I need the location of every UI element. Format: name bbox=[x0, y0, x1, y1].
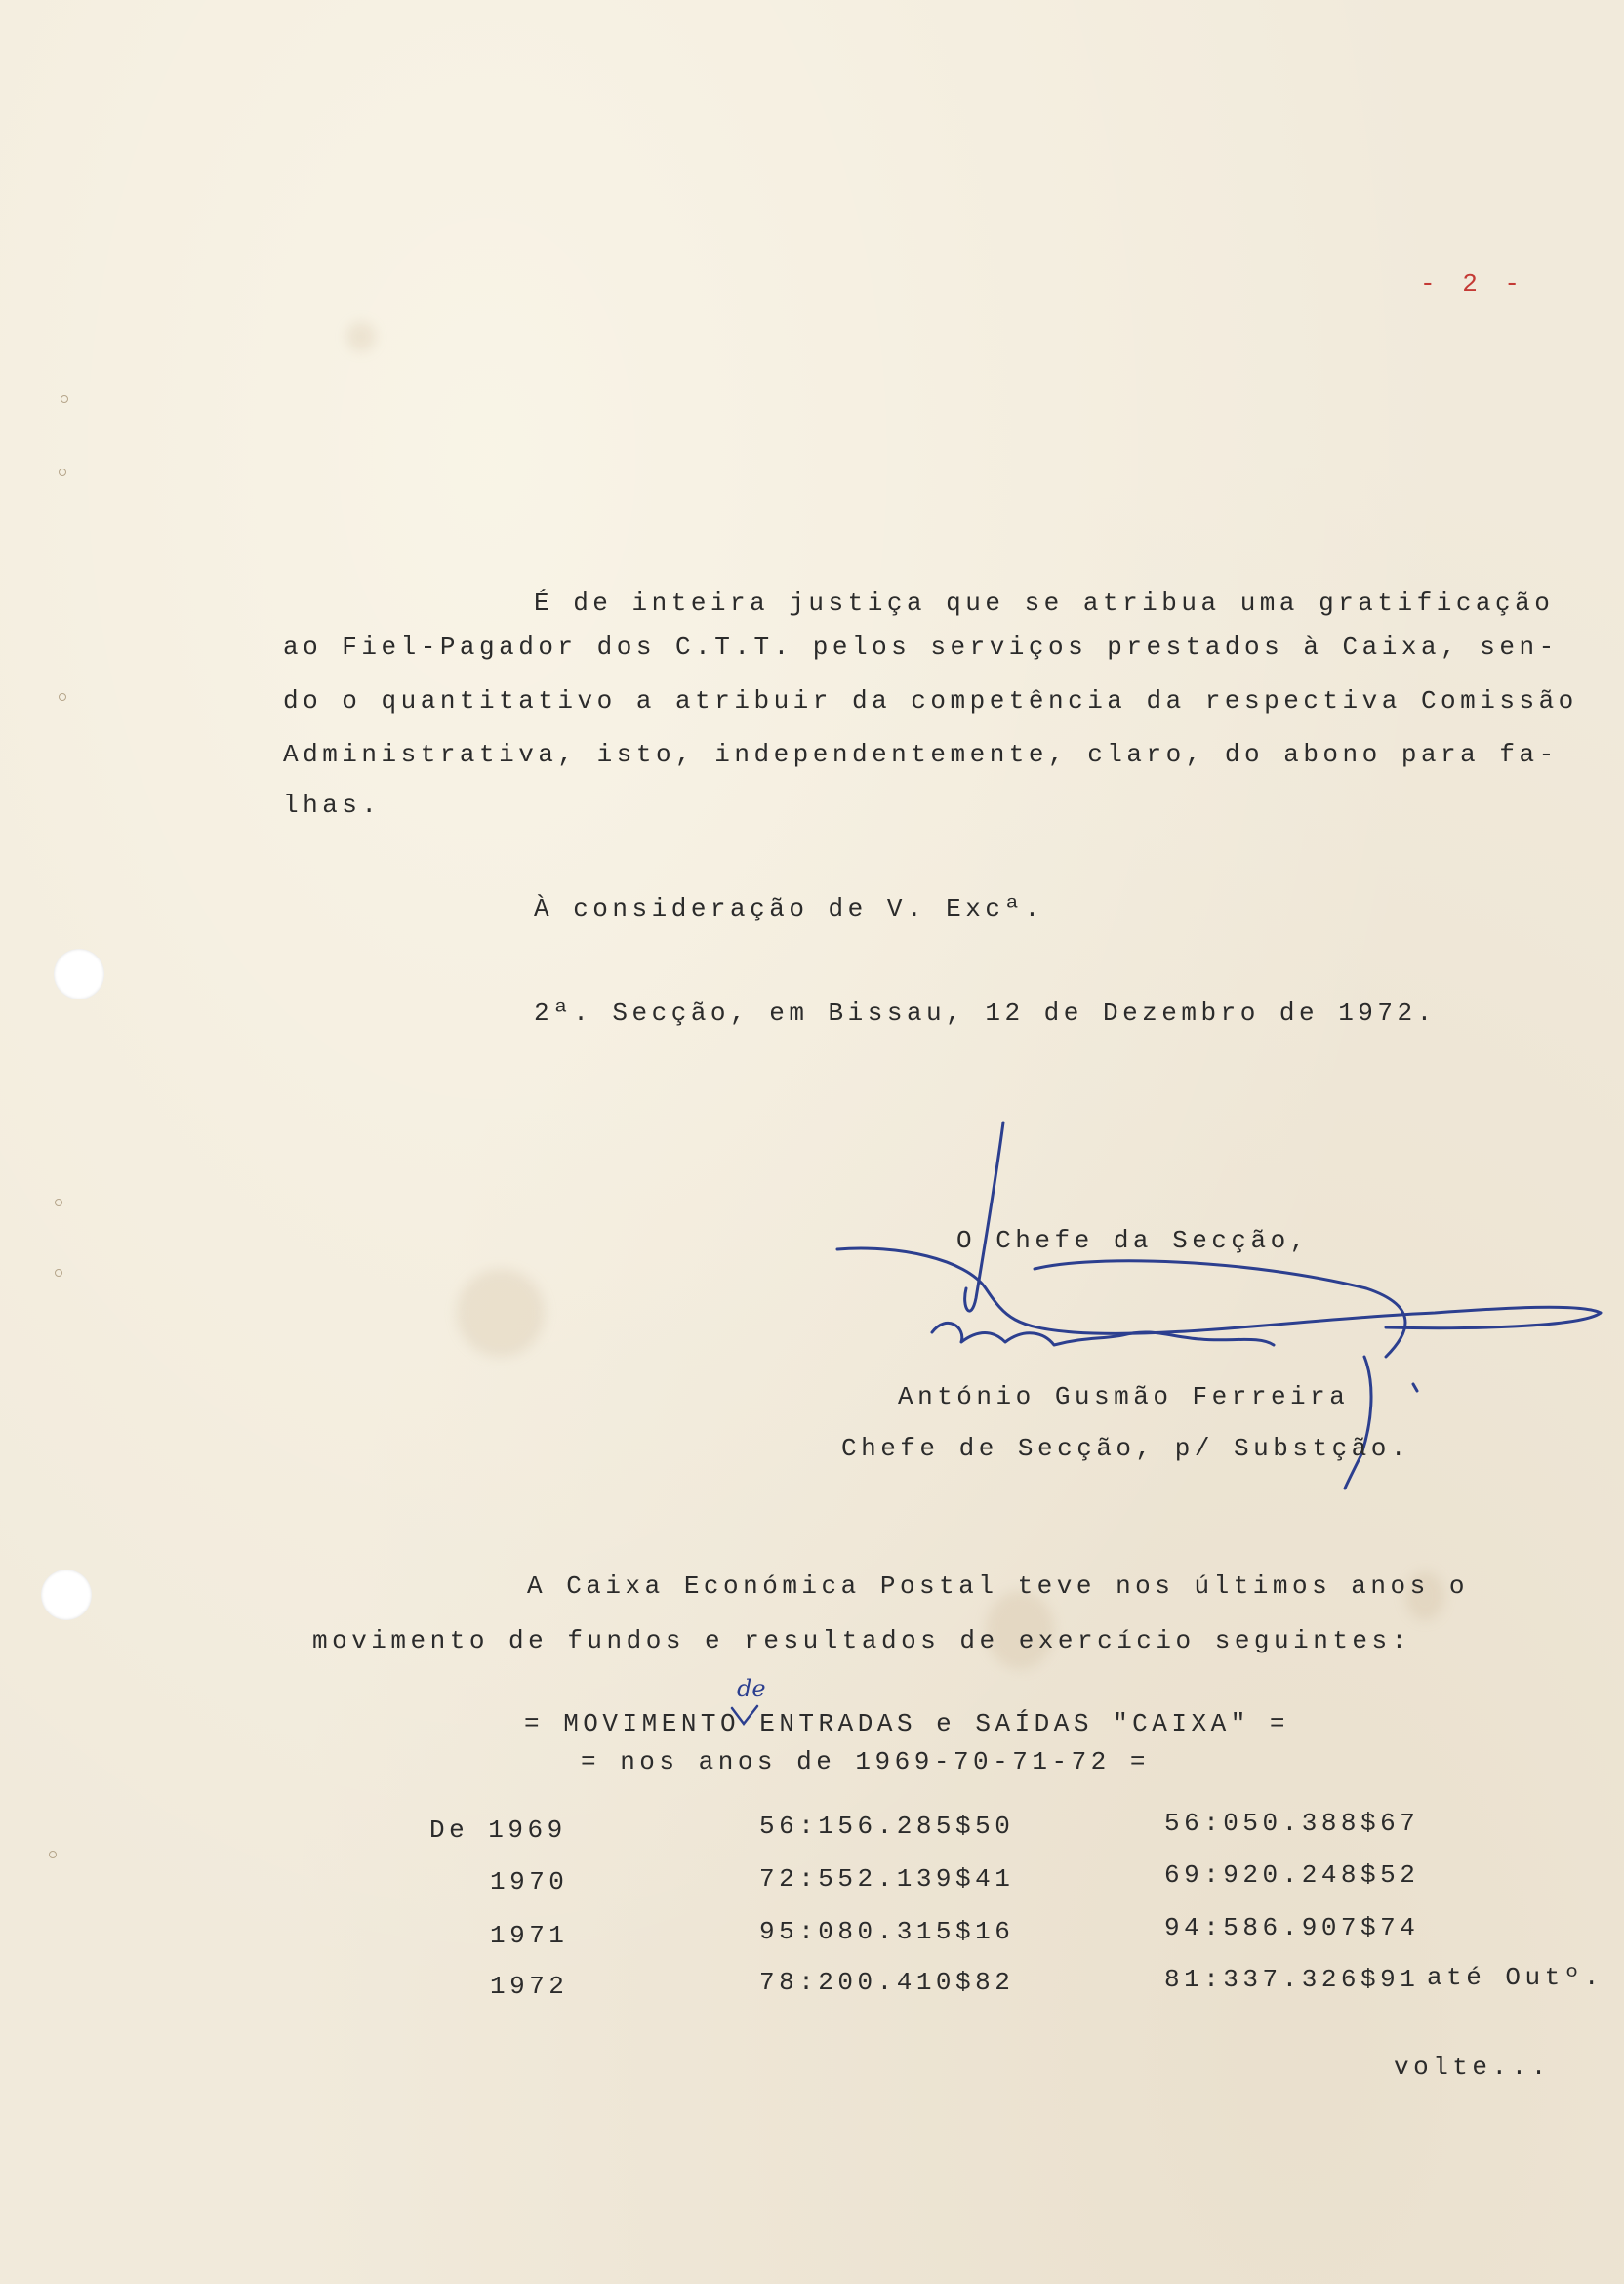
row-entradas: 56:156.285$50 bbox=[759, 1812, 1015, 1841]
row-entradas: 95:080.315$16 bbox=[759, 1917, 1015, 1946]
row-note: até Outº. bbox=[1427, 1963, 1604, 1992]
table-heading-line2: = nos anos de 1969-70-71-72 = bbox=[581, 1747, 1150, 1776]
paper-stain bbox=[457, 1269, 545, 1357]
place-date: 2ª. Secção, em Bissau, 12 de Dezembro de 1972. bbox=[534, 999, 1437, 1028]
binder-mark bbox=[55, 1269, 62, 1277]
insertion-caret-icon bbox=[730, 1704, 759, 1728]
binder-mark bbox=[61, 395, 68, 403]
row-entradas: 72:552.139$41 bbox=[759, 1864, 1015, 1894]
binder-mark bbox=[59, 693, 66, 701]
binder-mark bbox=[49, 1851, 57, 1858]
paragraph-line: A Caixa Económica Postal teve nos últimos anos o bbox=[527, 1571, 1469, 1601]
row-year: 1972 bbox=[490, 1972, 569, 2001]
consideration-line: À consideração de V. Excª. bbox=[534, 894, 1044, 923]
signature-closing: O Chefe da Secção, bbox=[956, 1226, 1310, 1255]
signatory-role: Chefe de Secção, p/ Substção. bbox=[841, 1434, 1410, 1463]
punch-hole bbox=[41, 1570, 92, 1620]
row-entradas: 78:200.410$82 bbox=[759, 1968, 1015, 1997]
page-number: - 2 - bbox=[1420, 269, 1526, 299]
table-heading-insertion: de bbox=[737, 1675, 766, 1702]
row-year: De 1969 bbox=[429, 1815, 567, 1845]
paragraph-line: lhas. bbox=[283, 791, 382, 820]
row-saidas: 81:337.326$91 bbox=[1164, 1965, 1420, 1994]
paragraph-line: Administrativa, isto, independentemente, claro, do abono para fa- bbox=[283, 740, 1559, 769]
binder-mark bbox=[59, 469, 66, 476]
paper-stain bbox=[346, 322, 376, 351]
paragraph-line: do o quantitativo a atribuir da competência da respectiva Comissão bbox=[283, 686, 1578, 715]
row-saidas: 56:050.388$67 bbox=[1164, 1809, 1420, 1838]
table-heading-line1: = MOVIMENTO ENTRADAS e SAÍDAS "CAIXA" = bbox=[524, 1709, 1289, 1738]
paragraph-line: ao Fiel-Pagador dos C.T.T. pelos serviços prestados à Caixa, sen- bbox=[283, 632, 1559, 662]
continue-note: volte... bbox=[1394, 2053, 1551, 2082]
row-year: 1970 bbox=[490, 1867, 569, 1897]
row-saidas: 94:586.907$74 bbox=[1164, 1913, 1420, 1942]
binder-mark bbox=[55, 1199, 62, 1206]
row-year: 1971 bbox=[490, 1921, 569, 1950]
signatory-name: António Gusmão Ferreira bbox=[898, 1382, 1350, 1411]
row-saidas: 69:920.248$52 bbox=[1164, 1860, 1420, 1890]
paragraph-line: É de inteira justiça que se atribua uma gratificação bbox=[534, 589, 1555, 618]
paragraph-line: movimento de fundos e resultados de exercício seguintes: bbox=[312, 1626, 1411, 1655]
punch-hole bbox=[54, 949, 104, 999]
